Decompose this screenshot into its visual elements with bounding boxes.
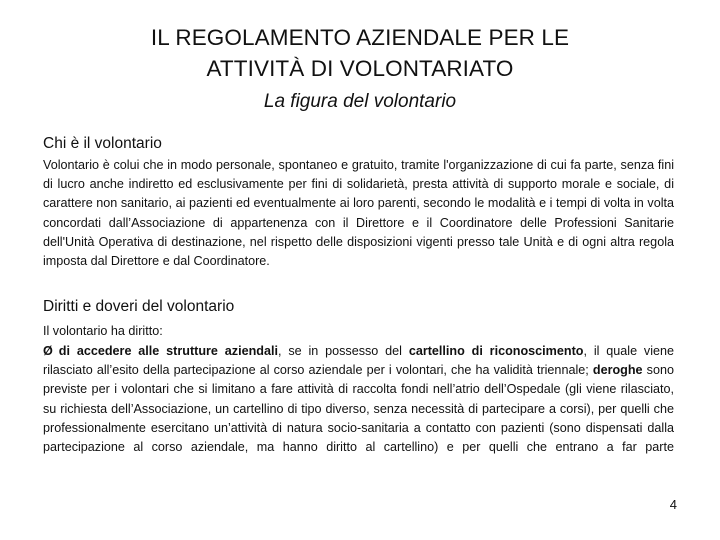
rights-list [43,342,674,457]
bullet-text-3: sono previste per i volontari che si limitano a fare attività di raccolta fondi nell’atrio dell’Ospedale (gli viene rilasciato, su richiesta dell’Associazione, un cartellino di tipo diverso, senza necessità di partecipare a corsi), per quelli che professionalmente esercitano un’attività di natura socio-sanitaria a contatto con pazienti (sono dispensati dalla partecipazione al corso aziendale, ma hanno diritto al cartellino) e per quelli che entrano a far parte [43,363,674,455]
arrow-bullet-icon: Ø [43,344,53,358]
bullet-bold-badge: cartellino di riconoscimento [408,344,584,358]
title-line-1: IL REGOLAMENTO AZIENDALE PER LE [150,25,570,50]
bullet-bold-access: di accedere alle strutture aziendali [58,344,278,358]
rights-intro: Il volontario ha diritto: [43,324,163,338]
list-item [43,342,674,457]
slide-title [60,22,660,84]
title-line-2: ATTIVITÀ DI VOLONTARIATO [206,56,514,81]
section-heading-diritti-e-doveri: Diritti e doveri del volontario [43,298,235,315]
definition-paragraph: Volontario è colui che in modo personale, spontaneo e gratuito, tramite l'organizzazione di cui fa parte, senza fini di lucro anche indiretto ed esclusivamente per fini di solidarietà, presta attività di supporto morale e sociale, di carattere non sanitario, ai pazienti ed eventualmente ai loro parenti, secondo le modalità e i tempi di volta in volta concordati dall’Associazione di appartenenza con il Direttore e il Coordinatore delle Professioni Sanitarie dell'Unità Operativa di destinazione, nel rispetto delle disposizioni vigenti presso tale Unità e di ogni altra regola imposta dal Direttore e dal Coordinatore. [43,158,674,269]
bullet-text-1: , se in possesso del [277,344,409,358]
page-number: 4 [669,497,677,512]
bullet-text-2: , il quale viene rilasciato all’esito della partecipazione al corso aziendale per i volontari, che ha validità triennale; [43,344,675,378]
slide-subtitle: La figura del volontario [263,91,457,112]
section-heading-chi-e-il-volontario: Chi è il volontario [43,135,162,152]
bullet-bold-exceptions: deroghe [592,363,643,378]
